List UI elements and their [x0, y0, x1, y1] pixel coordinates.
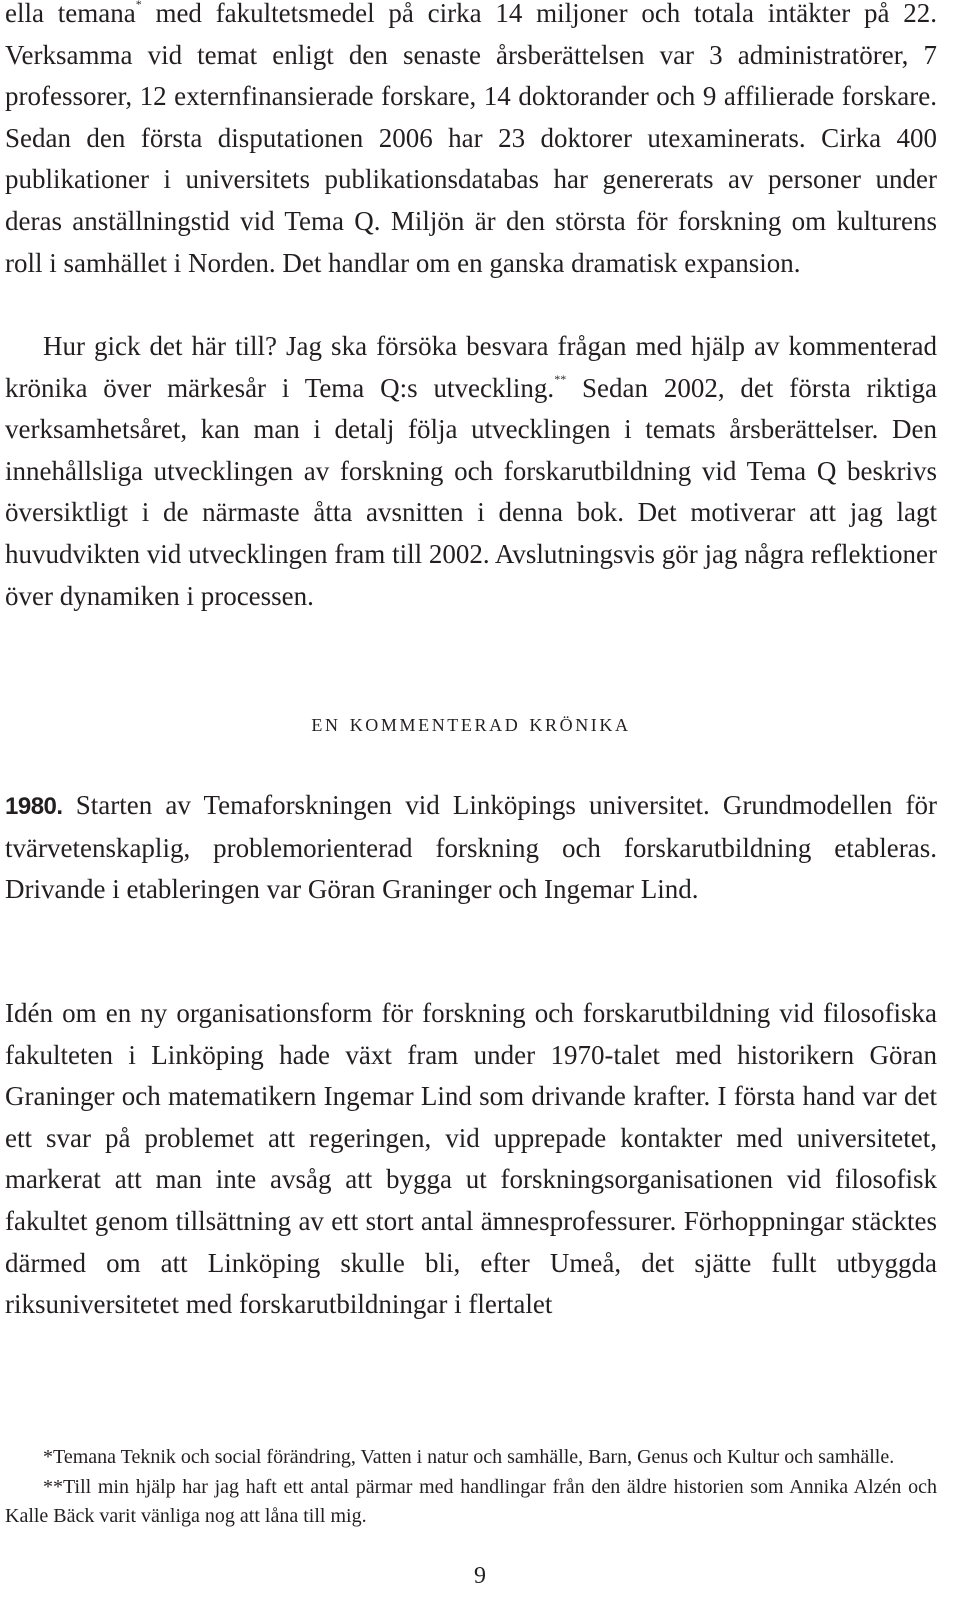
paragraph-1-text-start: ella temana [5, 0, 136, 28]
paragraph-2-text-rest: Sedan 2002, det första riktiga verksamhetsåret, kan man i detalj följa utvecklingen i temats årsberättelser. Den innehållsliga utvecklingen av forskning och forskarutbildning vid Tema Q beskrivs översiktligt i de närmaste åtta avsnitten i denna bok. Det motiverar att jag lagt huvudvikten vid utvecklingen fram till 2002. Avslutningsvis gör jag några reflektioner över dynamiken i processen. [5, 372, 937, 611]
footnotes [5, 1443, 937, 1532]
footnote-2: **Till min hjälp har jag haft ett antal pärmar med handlingar från den äldre historien som Annika Alzén och Kalle Bäck varit vänliga nog att låna till mig. [5, 1475, 937, 1527]
entry-year: 1980. [5, 793, 63, 820]
paragraph-3-text: Idén om en ny organisationsform för forskning och forskarutbildning vid filosofiska fakulteten i Linköping hade växt fram under 1970-talet med historikern Göran Graninger och matematikern Ingemar Lind som drivande krafter. I första hand var det ett svar på problemet att regeringen, vid upprepade kontakter med universitetet, markerat att man inte avsåg att bygga ut forskningsorganisationen vid filosofisk fakultet genom tillsättning av ett stort antal ämnesprofessurer. Förhoppningar stäcktes därmed om att Linköping skulle bli, efter Umeå, det sjätte fullt utbyggda riksuniversitetet med forskarutbildningar i flertalet [5, 998, 937, 1320]
paragraph-2-wrapper [5, 326, 937, 617]
paragraph-2 [5, 326, 937, 617]
paragraph-1 [5, 0, 937, 284]
paragraph-3 [5, 993, 937, 1326]
chronicle-entry-1980 [5, 785, 937, 911]
footnote-marker-2: ** [554, 371, 567, 386]
paragraph-1-text-rest: med fakultetsmedel på cirka 14 miljoner och totala intäkter på 22. Verksamma vid temat enligt den senaste årsberättelsen var 3 administratörer, 7 professorer, 12 externfinansierade forskare, 14 doktorander och 9 affilierade forskare. Sedan den första disputationen 2006 har 23 doktorer utexaminerats. Cirka 400 publikationer i universitets publikationsdatabas har genererats av personer under deras anställningstid vid Tema Q. Miljön är den största för forskning om kulturens roll i samhället i Norden. Det handlar om en ganska dramatisk expansion. [5, 0, 937, 278]
entry-text: Starten av Temaforskningen vid Linköpings universitet. Grundmodellen för tvärvetenskaplig, problemorienterad forskning och forskarutbildning etableras. Drivande i etableringen var Göran Graninger och Ingemar Lind. [5, 790, 937, 905]
page-number: 9 [474, 1563, 486, 1589]
section-heading: en kommenterad krönika [311, 708, 631, 737]
paragraph-2-text-start: Hur gick det här till? Jag ska försöka besvara frågan med hjälp av kommenterad krönika över märkesår i Tema Q:s utveckling. [5, 331, 937, 403]
footnote-1: *Temana Teknik och social förändring, Vatten i natur och samhälle, Barn, Genus och Kultur och samhälle. [43, 1446, 895, 1468]
footnote-marker-1: * [135, 0, 142, 11]
